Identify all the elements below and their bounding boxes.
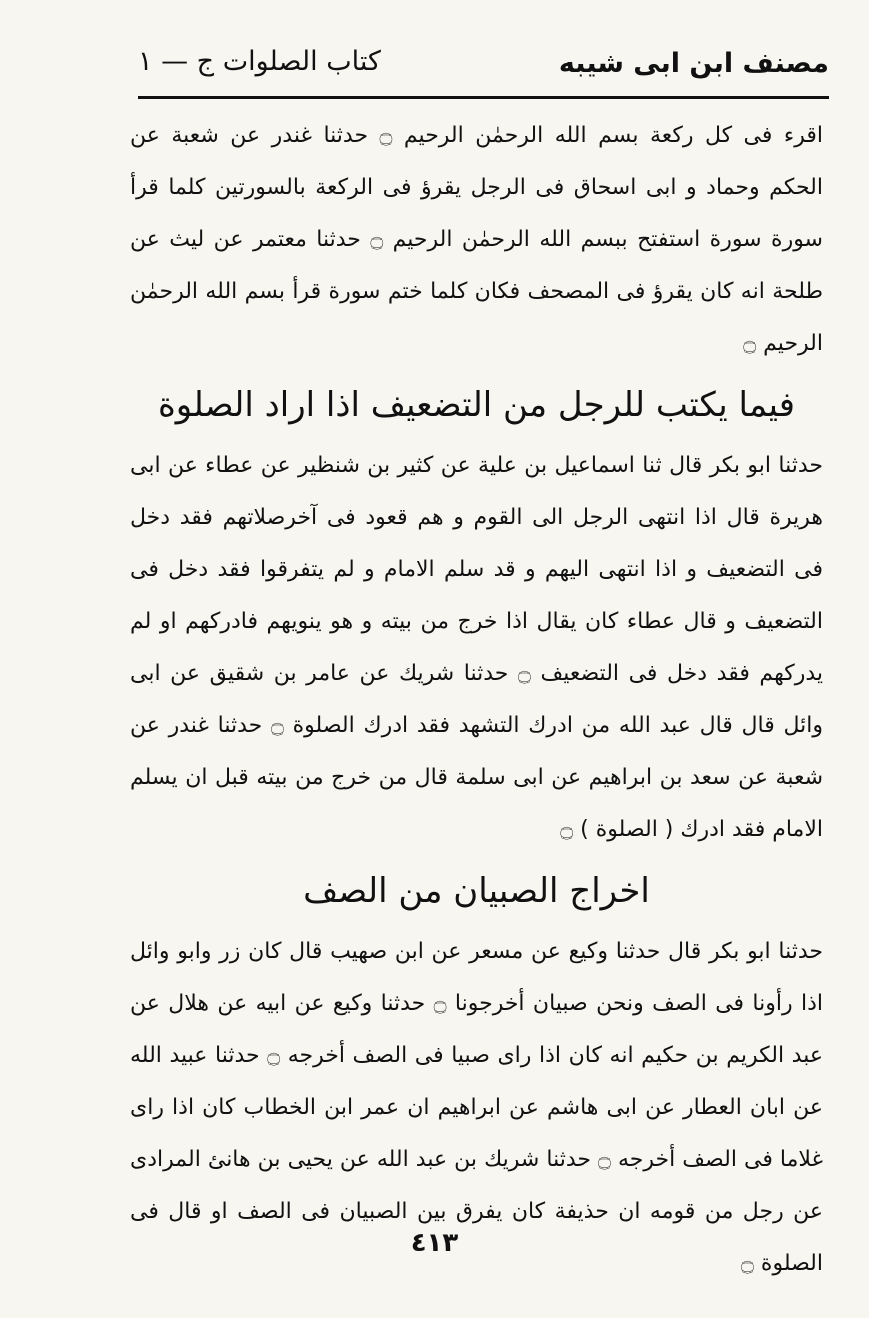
page-number: ٤١٣ — [410, 1228, 459, 1258]
paragraph-tadif: حدثنا ابو بكر قال ثنا اسماعيل بن علية عن كثير بن شنظير عن عطاء عن ابى هريرة قال اذا انتهى الرجل الى القوم و هم قعود فى آخرصلاتهم فقد دخل فى التضعيف و اذا انتهى اليهم و قد سلم الامام و لم يتفرقوا فقد دخل فى التضعيف و قال عطاء كان يقال اذا خرج من بيته و هو ينويهم فادركهم او لم يدركهم فقد دخل فى التضعيف ۝ حدثنا شريك عن عامر بن شقيق عن ابى وائل قال قال عبد الله من ادرك التشهد فقد ادرك الصلوة ۝ حدثنا غندر عن شعبة عن سعد بن ابراهيم عن ابى سلمة قال من خرج من بيته قبل ان يسلم الامام فقد ادرك ( الصلوة ) ۝ — [130, 453, 823, 842]
paragraph-intro: اقرء فى كل ركعة بسم الله الرحمٰن الرحيم ۝ حدثنا غندر عن شعبة عن الحكم وحماد و ابى اسحاق فى الرجل يقرؤ فى الركعة بالسورتين كلما قرأ سورة سورة استفتح ببسم الله الرحمٰن الرحيم ۝ حدثنا معتمر عن ليث عن طلحة انه كان يقرؤ فى المصحف فكان كلما ختم سورة قرأ بسم الله الرحمٰن الرحيم ۝ — [130, 123, 823, 356]
header-rule — [138, 96, 829, 99]
chapter-title: كتاب الصلوات ج — ١ — [138, 46, 381, 77]
book-title: مصنف ابن ابى شيبه — [558, 48, 829, 79]
paragraph-sibyan: حدثنا ابو بكر قال حدثنا وكيع عن مسعر عن ابن صهيب قال كان زر وابو وائل اذا رأونا فى الصف ونحن صبيان أخرجونا ۝ حدثنا وكيع عن ابيه عن هلال عن عبد الكريم بن حكيم انه كان اذا راى صبيا فى الصف أخرجه ۝ حدثنا عبيد الله عن ابان العطار عن ابى هاشم عن ابراهيم ان عمر ابن الخطاب كان اذا راى غلاما فى الصف أخرجه ۝ حدثنا شريك بن عبد الله عن يحيى بن هانئ المرادى عن رجل من قومه ان حذيفة كان يفرق بين الصبيان فى الصف او قال فى الصلوة ۝ — [130, 939, 824, 1276]
section-heading-tadif: فيما يكتب للرجل من التضعيف اذا اراد الصلوة — [157, 385, 796, 425]
page-header — [138, 38, 829, 96]
section-heading-sibyan: اخراج الصبيان من الصف — [303, 871, 650, 911]
page-body — [130, 110, 823, 1290]
